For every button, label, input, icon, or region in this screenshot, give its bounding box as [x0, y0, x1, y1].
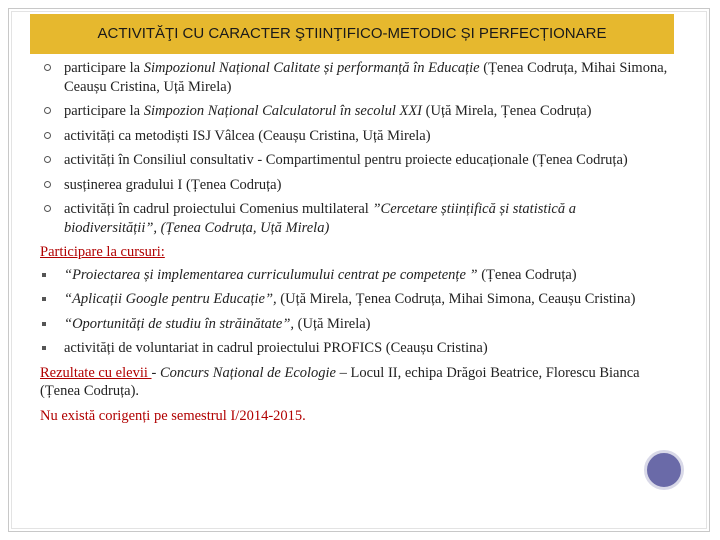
list-item — [40, 127, 670, 146]
list-item — [40, 200, 670, 237]
list-item — [40, 290, 670, 309]
item-text: participare la — [64, 60, 144, 76]
item-italic-text: ”Cercetare științifică și statistică a biodiversității”, (Țenea Codruța, Uță Mirela) — [64, 201, 576, 236]
item-text: susținerea gradului I (Țenea Codruța) — [64, 176, 282, 193]
list-item — [40, 266, 670, 285]
results-text: – Locul II, echipa Drăgoi Beatrice, Florescu Bianca (Țenea Codruța). — [40, 364, 640, 399]
square-bullet-icon — [42, 346, 46, 350]
square-bullet-icon — [42, 273, 46, 277]
ring-bullet-icon — [44, 107, 51, 114]
decorative-circle-icon — [644, 450, 684, 490]
list-item — [40, 59, 670, 96]
item-text: activități în Consiliul consultativ - Compartimentul pentru proiecte educaționale (Țenea Codruța) — [64, 152, 628, 168]
item-italic-text: Simpozion Național Calculatorul în secolul XXI — [143, 103, 423, 119]
item-text: (Uță Mirela, Țenea Codruța) — [422, 103, 592, 119]
list-item — [40, 315, 670, 334]
square-bullet-icon — [42, 297, 46, 301]
course-text: activități de voluntariat in cadrul proiectului PROFICS (Ceaușu Cristina) — [64, 340, 488, 356]
course-text: (Uță Mirela) — [294, 315, 371, 332]
ring-bullet-icon — [44, 205, 51, 212]
item-text: activități în cadrul proiectului Comenius multilateral — [64, 201, 373, 217]
ring-bullet-icon — [44, 156, 51, 163]
activities-list — [40, 59, 670, 237]
course-italic-text: “Proiectarea și implementarea curriculumului centrat pe competențe ” — [64, 266, 478, 283]
ring-bullet-icon — [44, 181, 51, 188]
results-italic-text: Concurs Național de Ecologie — [160, 364, 336, 381]
courses-heading: Participare la cursuri: — [40, 244, 165, 260]
results-heading: Rezultate cu elevii — [40, 364, 152, 381]
ring-bullet-icon — [44, 64, 51, 71]
item-italic-text: Simpozionul Național Calitate și performanță în Educație — [143, 60, 480, 76]
slide-title: ACTIVITĂŢI CU CARACTER ŞTIINŢIFICO-METODIC ȘI PERFECȚIONARE — [97, 25, 607, 42]
course-text: (Uță Mirela, Țenea Codruța, Mihai Simona, Ceaușu Cristina) — [276, 291, 636, 307]
item-text: activități ca metodiști ISJ Vâlcea (Ceaușu Cristina, Uță Mirela) — [64, 127, 431, 144]
ring-bullet-icon — [44, 132, 51, 139]
note-text: Nu există corigenți pe semestrul I/2014-2015. — [40, 407, 306, 424]
square-bullet-icon — [42, 322, 46, 326]
item-text: (Țenea Codruța, Mihai Simona, Ceaușu Cristina, Uță Mirela) — [64, 60, 668, 95]
course-italic-text: “Aplicații Google pentru Educație”, — [64, 291, 277, 307]
list-item — [40, 176, 670, 195]
results-dash: - — [151, 364, 160, 381]
results-paragraph — [40, 364, 670, 401]
course-italic-text: “Oportunități de studiu în străinătate”, — [64, 315, 295, 332]
list-item — [40, 339, 670, 358]
item-text: participare la — [64, 103, 144, 119]
title-bar — [30, 14, 674, 54]
course-text: (Țenea Codruța) — [477, 266, 577, 283]
list-item — [40, 102, 670, 121]
list-item — [40, 151, 670, 170]
courses-list — [40, 266, 670, 358]
slide-content — [40, 59, 670, 425]
